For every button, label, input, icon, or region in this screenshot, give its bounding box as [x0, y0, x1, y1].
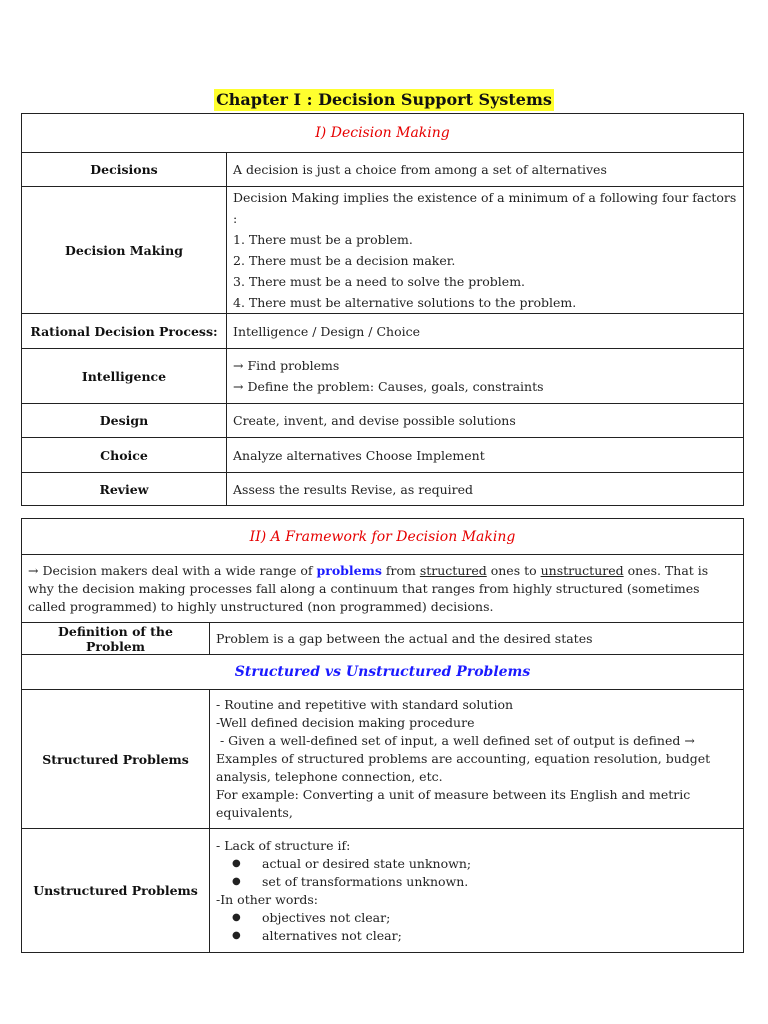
intelligence-item: → Find problems [233, 358, 340, 373]
table-row [22, 153, 744, 187]
subheading-row [22, 655, 744, 690]
structured-line: -Well defined decision making procedure [216, 715, 475, 730]
row-value-intelligence [227, 349, 744, 404]
section1-heading-row [22, 114, 744, 153]
section2-heading-row [22, 519, 744, 555]
factor-item: 3. There must be a need to solve the problem. [233, 274, 526, 289]
structured-vs-unstructured-heading: Structured vs Unstructured Problems [22, 655, 744, 690]
row-label-review: Review [22, 473, 227, 506]
row-label-unstructured: Unstructured Problems [22, 829, 210, 953]
row-value-structured [210, 690, 744, 829]
unstructured-bullets-1 [216, 855, 737, 891]
table-row [22, 690, 744, 829]
intro-row [22, 555, 744, 623]
section1-heading: I) Decision Making [22, 114, 744, 153]
table-row [22, 829, 744, 953]
row-value-design: Create, invent, and devise possible solutions [227, 404, 744, 438]
intro-text: from [381, 562, 420, 578]
table-row [22, 404, 744, 438]
factor-item: 4. There must be alternative solutions to the problem. [233, 295, 577, 310]
intelligence-item: → Define the problem: Causes, goals, constraints [233, 379, 544, 394]
list-item: ● objectives not clear; [262, 909, 737, 927]
list-item: ● alternatives not clear; [262, 927, 737, 945]
unstructured-bullets-2 [216, 909, 737, 945]
list-item: ● actual or desired state unknown; [262, 855, 737, 873]
row-value-choice: Analyze alternatives Choose Implement [227, 438, 744, 473]
decision-making-intro: Decision Making implies the existence of a minimum of a following four factors : [233, 190, 737, 226]
table-row [22, 473, 744, 506]
page-title: Chapter I : Decision Support Systems [216, 90, 552, 109]
unstructured-lead: -In other words: [216, 891, 318, 907]
table-row [22, 314, 744, 349]
row-label-rational: Rational Decision Process: [22, 314, 227, 349]
table-row [22, 349, 744, 404]
factor-item: 1. There must be a problem. [233, 232, 413, 247]
table-row [22, 438, 744, 473]
framework-intro [22, 555, 744, 623]
row-value-review: Assess the results Revise, as required [227, 473, 744, 506]
table-row [22, 187, 744, 314]
unstructured-term: unstructured [540, 562, 624, 578]
row-label-definition: Definition of the Problem [22, 623, 210, 655]
row-value-rational: Intelligence / Design / Choice [227, 314, 744, 349]
framework-table [21, 518, 744, 953]
intro-text: → Decision makers deal with a wide range of [28, 562, 317, 578]
decision-making-table [21, 113, 744, 506]
row-label-decisions: Decisions [22, 153, 227, 187]
row-label-structured: Structured Problems [22, 690, 210, 829]
problems-term: problems [316, 562, 382, 578]
row-value-unstructured [210, 829, 744, 953]
structured-line: - Given a well-defined set of input, a well defined set of output is defined → Examples of structured problems are accounting, equation resolution, budget analysis, telephone connection, etc. [216, 733, 715, 784]
row-value-decisions: A decision is just a choice from among a set of alternatives [227, 153, 744, 187]
table-row [22, 623, 744, 655]
row-label-design: Design [22, 404, 227, 438]
factor-item: 2. There must be a decision maker. [233, 253, 456, 268]
row-label-choice: Choice [22, 438, 227, 473]
structured-line: For example: Converting a unit of measure between its English and metric equivalents, [216, 787, 691, 820]
intro-text: ones to [486, 562, 541, 578]
structured-term: structured [419, 562, 487, 578]
unstructured-lead: - Lack of structure if: [216, 837, 351, 853]
list-item: ● set of transformations unknown. [262, 873, 737, 891]
row-value-decision-making [227, 187, 744, 314]
intro-text: ones. That is why the decision making processes fall along a continuum that ranges from highly structured (sometimes called programmed) to highly unstructured (non programmed) decisions. [28, 562, 709, 614]
row-value-definition: Problem is a gap between the actual and the desired states [210, 623, 744, 655]
structured-line: - Routine and repetitive with standard solution [216, 697, 514, 712]
row-label-decision-making: Decision Making [22, 187, 227, 314]
row-label-intelligence: Intelligence [22, 349, 227, 404]
section2-heading: II) A Framework for Decision Making [22, 519, 744, 555]
title-wrap [0, 89, 768, 111]
